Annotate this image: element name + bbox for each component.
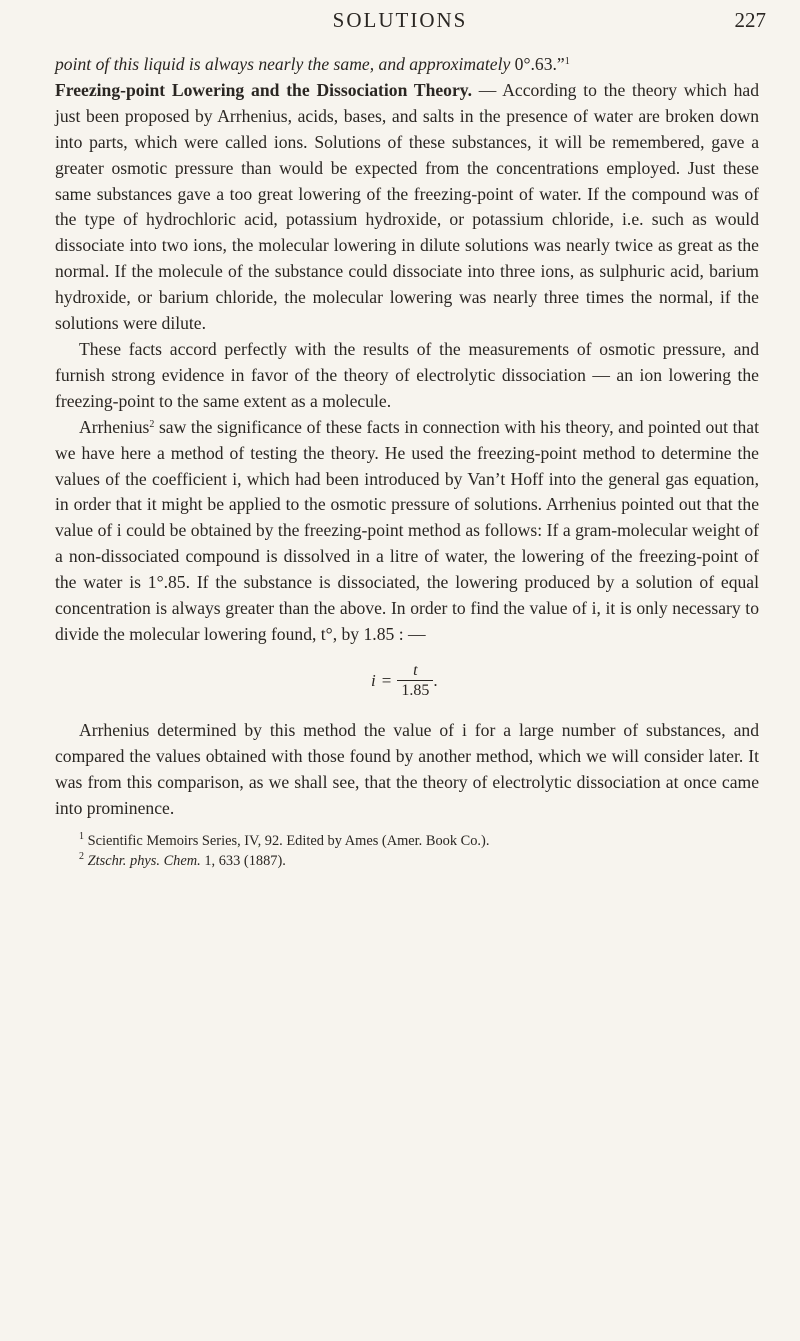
running-head — [0, 8, 800, 38]
carryover-paragraph — [55, 52, 759, 78]
section-heading: Freezing-point Lowering and the Dissociation Theory. — [55, 79, 472, 100]
section-paragraph — [55, 78, 759, 337]
footnote-ref-1: 1 — [564, 56, 570, 67]
carryover-italic: point of this liquid is always nearly the same, and approximately — [55, 54, 511, 74]
paragraph-3 — [55, 415, 759, 648]
body-text — [55, 52, 759, 871]
carryover-rest: 0°.63.” — [510, 54, 565, 74]
page-number: 227 — [734, 8, 766, 32]
equation-fraction — [397, 662, 433, 701]
paragraph-3-lead: Arrhenius — [79, 416, 150, 437]
footnote-2 — [55, 851, 759, 871]
equation-numerator: t — [413, 661, 418, 679]
footnote-2-text: 1, 633 (1887). — [200, 853, 286, 870]
equation-lhs: i — [371, 671, 376, 691]
footnote-1-marker: 1 — [79, 831, 84, 843]
paragraph-3-text: saw the significance of these facts in connection with his theory, and pointed out that we have here a method of testing the theory. He used the freezing-point method to determine the values of the coefficient i, which had been introduced by Van’t Hoff into the general gas equation, in order that it might be applied to the osmotic pressure of solutions. Arrhenius pointed out that the value of i could be obtained by the freezing-point method as follows: If a gram-molecular weight of a non-dissociated compound is dissolved in a litre of water, the lowering of the freezing-point of the water is 1°.85. If the substance is dissociated, the lowering produced by a solution of equal concentration is always greater than the above. In order to find the value of i, it is only necessary to divide the molecular lowering found, t°, by 1.85 : — — [55, 416, 759, 644]
equation-trailing: . — [433, 671, 438, 691]
footnote-2-journal: Ztschr. phys. Chem. — [87, 853, 201, 870]
equation-denominator: 1.85 — [397, 680, 433, 701]
section-text: — According to the theory which had just been proposed by Arrhenius, acids, bases, and salts in the presence of water are broken down into parts, which were called ions. Solutions of these substances, it will be remembered, gave a greater osmotic pressure than would be expected from the concentrations employed. Just these same substances gave a too great lowering of the freezing-point of water. If the compound was of the type of hydrochloric acid, potassium hydroxide, or potassium chloride, i.e. such as would dissociate into two ions, the molecular lowering in dilute solutions was nearly twice as great as the normal. If the molecule of the substance could dissociate into three ions, as sulphuric acid, barium hydroxide, or barium chloride, the molecular lowering was nearly three times the normal, if the solutions were dilute. — [55, 79, 759, 334]
equation — [55, 658, 759, 710]
equation-body — [371, 662, 438, 701]
running-title: SOLUTIONS — [332, 8, 468, 32]
equation-equals: = — [381, 671, 392, 691]
footnote-1 — [55, 831, 759, 851]
footnote-ref-2: 2 — [149, 418, 155, 430]
footnote-2-marker: 2 — [79, 851, 84, 863]
footnotes — [55, 831, 759, 871]
paragraph-4: Arrhenius determined by this method the value of i for a large number of substances, and compared the values obtained with those found by another method, which we will consider later. It was from this comparison, as we shall see, that the theory of electrolytic dissociation at once came into prominence. — [55, 719, 759, 818]
footnote-1-text: Scientific Memoirs Series, IV, 92. Edited by Ames (Amer. Book Co.). — [84, 833, 490, 850]
paragraph-2: These facts accord perfectly with the results of the measurements of osmotic pressure, and furnish strong evidence in favor of the theory of electrolytic dissociation — an ion lowering the freezing-point to the same extent as a molecule. — [55, 338, 759, 411]
